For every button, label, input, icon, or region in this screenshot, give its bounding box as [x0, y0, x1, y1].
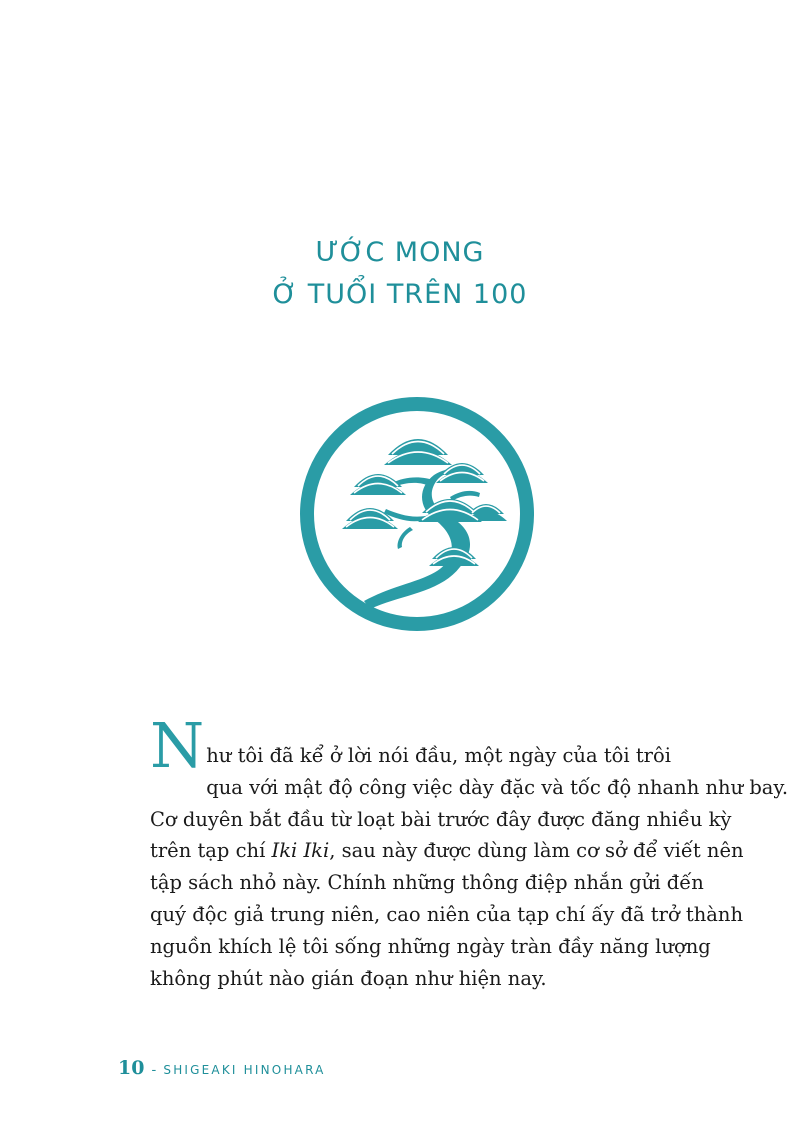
body-line-2: qua với mật độ công việc dày đặc và tốc độ nhanh như bay. — [206, 775, 789, 799]
body-line-4 — [150, 835, 744, 867]
chapter-title-line-1: ƯỚC MONG — [315, 237, 485, 268]
body-line-3: Cơ duyên bắt đầu từ loạt bài trước đây được đăng nhiều kỳ — [150, 807, 732, 831]
author-name: SHIGEAKI HINOHARA — [163, 1063, 326, 1077]
body-line-6: quý độc giả trung niên, cao niên của tạp chí ấy đã trở thành — [150, 902, 744, 926]
body-line-8: không phút nào gián đoạn như hiện nay. — [150, 966, 547, 990]
chapter-title — [0, 232, 800, 316]
bonsai-pine-circle-icon — [300, 397, 534, 631]
body-line-7: nguồn khích lệ tôi sống những ngày tràn đầy năng lượng — [150, 934, 711, 958]
page-number: 10 — [118, 1057, 145, 1079]
body-paragraph — [150, 709, 789, 994]
magazine-title: Iki Iki — [271, 839, 330, 863]
body-line-4-post: , sau này được dùng làm cơ sở để viết nên — [329, 839, 744, 863]
body-line-4-pre: trên tạp chí — [150, 839, 272, 863]
body-line-5: tập sách nhỏ này. Chính những thông điệp nhắn gửi đến — [150, 871, 704, 895]
footer-separator: - — [151, 1062, 157, 1078]
page-footer — [118, 1057, 326, 1079]
drop-cap: N — [150, 709, 205, 782]
chapter-title-line-2: Ở TUỔI TRÊN 100 — [272, 279, 528, 310]
body-line-1: hư tôi đã kể ở lời nói đầu, một ngày của tôi trôi — [206, 744, 671, 767]
